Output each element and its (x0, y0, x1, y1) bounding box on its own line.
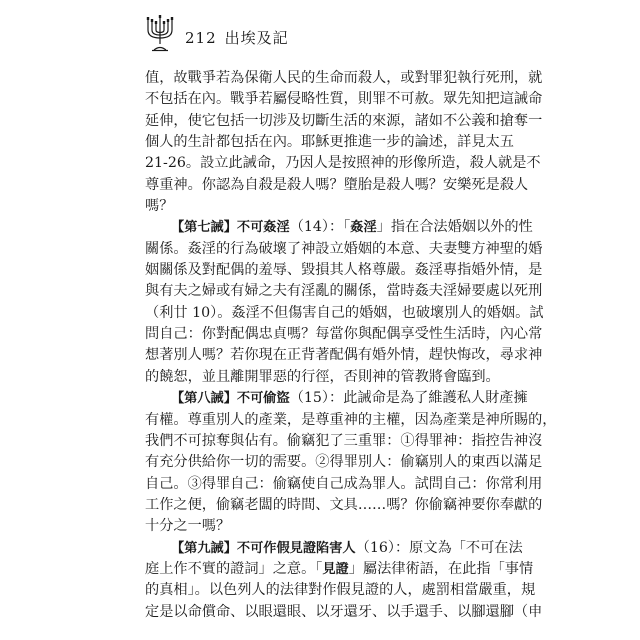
text-line: 問自己：你對配偶忠貞嗎？每當你與配偶享受性生活時，內心常 (145, 326, 543, 343)
text-line: 嗎？ (145, 198, 174, 215)
body-text (145, 68, 557, 623)
text-line: 想著別人嗎？若你現在正背著配偶有婚外情，趕快悔改，尋求神 (145, 347, 543, 364)
text-line: 姻關係及對配偶的羞辱、毀損其人格尊嚴。姦淫專指婚外情，是 (145, 262, 543, 279)
commandment-7-heading: 【第七誡】不可姦淫 (171, 220, 290, 236)
commandment-9-second-line: 庭上作不實的證詞」之意。「見證」屬法律術語，在此指「事情 (145, 560, 534, 577)
keyword-term: 姦淫 (350, 220, 377, 236)
text-line: 與有夫之婦或有婦之夫有淫亂的關係，當時姦夫淫婦要處以死刑 (145, 283, 543, 300)
running-header (145, 12, 289, 52)
text-line: 十分之一嗎？ (145, 518, 231, 535)
keyword-term: 見證 (322, 561, 349, 577)
commandment-8-first-line: 【第八誡】不可偷盜（15）：此誡命是為了維護私人財產擁 (171, 390, 528, 407)
header-text (185, 27, 289, 48)
commandment-9-heading: 【第九誡】不可作假見證陷害人 (171, 540, 356, 556)
text-line: 有權。尊重別人的產業，是尊重神的主權，因為產業是神所賜的， (145, 411, 557, 428)
commandment-8-heading: 【第八誡】不可偷盜 (171, 391, 290, 407)
text-line: 不包括在內。戰爭若屬侵略性質，則罪不可赦。眾先知把這誡命 (145, 91, 543, 108)
text-line: 的真相」。以色列人的法律對作假見證的人，處罰相當嚴重，規 (145, 582, 536, 599)
text-line: 我們不可掠奪與佔有。偷竊犯了三重罪：①得罪神：指控告神沒 (145, 432, 543, 449)
page-number: 212 (185, 29, 217, 47)
text-line: 的饒恕，並且離開罪惡的行徑，否則神的管教將會臨到。 (145, 368, 500, 385)
text-line: 值，故戰爭若為保衛人民的生命而殺人，或對罪犯執行死刑，就 (145, 70, 543, 86)
commandment-9-first-line: 【第九誡】不可作假見證陷害人（16）：原文為「不可在法 (171, 539, 523, 556)
text-line: 工作之便，偷竊老闆的時間、文具……嗎？你偷竊神要你奉獻的 (145, 496, 543, 513)
book-title: 出埃及記 (224, 29, 289, 47)
text-line: 關係。姦淫的行為破壞了神設立婚姻的本意、夫妻雙方神聖的婚 (145, 240, 543, 257)
text-line: （利廿 10）。姦淫不但傷害自己的婚姻，也破壞別人的婚姻。試 (145, 304, 544, 321)
commandment-7-first-line: 【第七誡】不可姦淫（14）：「姦淫」指在合法婚姻以外的性 (171, 219, 533, 236)
text-line: 定是以命償命、以眼還眼、以牙還牙、以手還手、以腳還腳（申 (145, 603, 543, 620)
text-line: 有充分供給你一切的需要。②得罪別人：偷竊別人的東西以滿足 (145, 454, 543, 471)
menorah-icon (145, 14, 175, 52)
text-line: 延伸，使它包括一切涉及切斷生活的來源，諸如不公義和搶奪一 (145, 112, 543, 129)
text-line: 21-26。設立此誡命，乃因人是按照神的形像所造，殺人就是不 (145, 155, 541, 172)
text-line: 尊重神。你認為自殺是殺人嗎？墮胎是殺人嗎？安樂死是殺人 (145, 176, 529, 193)
text-line: 個人的生計都包括在內。耶穌更推進一步的論述，詳見太五 (145, 134, 514, 151)
text-line: 自己。③得罪自己：偷竊使自己成為罪人。試問自己：你常利用 (145, 475, 543, 492)
